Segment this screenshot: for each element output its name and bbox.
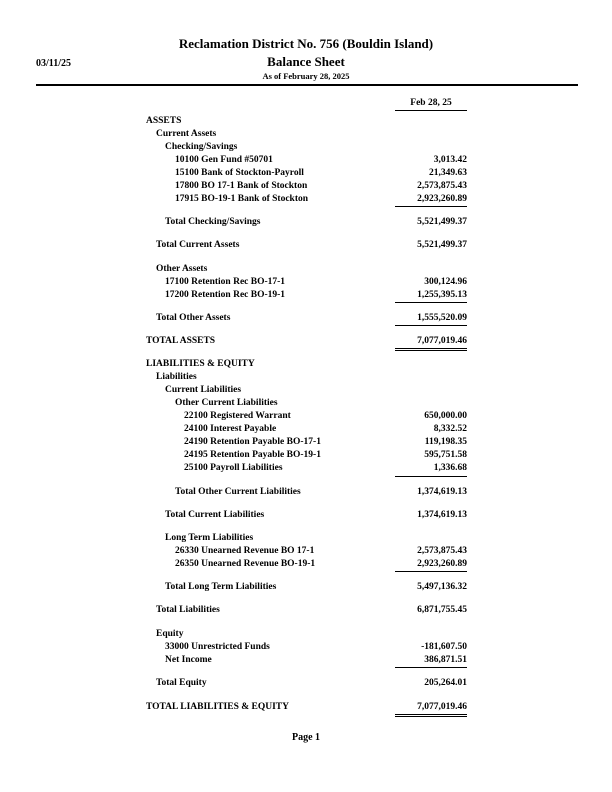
column-header: Feb 28, 25 <box>410 98 452 108</box>
line-item-row <box>0 605 612 618</box>
row-amount: 1,374,619.13 <box>417 510 467 520</box>
line-item-row <box>0 655 612 668</box>
row-amount: 3,013.42 <box>433 155 467 165</box>
section-heading-row <box>0 533 612 546</box>
as-of-date: As of February 28, 2025 <box>262 71 350 81</box>
report-org-title: Reclamation District No. 756 (Bouldin Island) <box>178 36 434 51</box>
page-number: Page 1 <box>291 732 321 743</box>
row-amount: 2,923,260.89 <box>417 559 467 569</box>
row-amount: 1,255,395.13 <box>417 290 467 300</box>
section-heading-row <box>0 398 612 411</box>
section-heading-row <box>0 372 612 385</box>
line-item-row <box>0 168 612 181</box>
row-label: Equity <box>156 629 184 639</box>
row-amount: 8,332.52 <box>433 424 467 434</box>
print-date: 03/11/25 <box>36 58 72 69</box>
row-amount: 595,751.58 <box>424 450 467 460</box>
line-item-row <box>0 240 612 253</box>
row-label: Total Other Current Liabilities <box>175 487 301 497</box>
subtotal-rule <box>395 206 467 207</box>
row-label: Total Long Term Liabilities <box>165 582 277 592</box>
subtotal-rule <box>395 325 467 326</box>
row-label: Other Current Liabilities <box>175 398 278 408</box>
line-item-row <box>0 313 612 326</box>
total-double-rule <box>395 350 467 351</box>
row-label: 17100 Retention Rec BO-17-1 <box>165 277 286 287</box>
line-item-row <box>0 487 612 500</box>
row-label: 33000 Unrestricted Funds <box>165 642 270 652</box>
row-label: Total Equity <box>156 678 207 688</box>
line-item-row <box>0 277 612 290</box>
subtotal-rule <box>395 476 467 477</box>
header-rule <box>36 84 578 86</box>
row-label: 22100 Registered Warrant <box>184 411 291 421</box>
line-item-row <box>0 336 612 349</box>
line-item-row <box>0 642 612 655</box>
line-item-row <box>0 194 612 207</box>
line-item-row <box>0 678 612 691</box>
subtotal-rule <box>395 667 467 668</box>
row-label: ASSETS <box>146 116 182 126</box>
line-item-row <box>0 463 612 476</box>
row-label: 17915 BO-19-1 Bank of Stockton <box>175 194 309 204</box>
line-item-row <box>0 510 612 523</box>
line-item-row <box>0 546 612 559</box>
row-amount: 2,923,260.89 <box>417 194 467 204</box>
total-double-rule <box>395 714 467 715</box>
row-label: 24190 Retention Payable BO-17-1 <box>184 437 321 447</box>
row-label: 17200 Retention Rec BO-19-1 <box>165 290 286 300</box>
row-label: 25100 Payroll Liabilities <box>184 463 283 473</box>
row-label: 24100 Interest Payable <box>184 424 277 434</box>
subtotal-rule <box>395 302 467 303</box>
section-heading-row <box>0 116 612 129</box>
line-item-row <box>0 437 612 450</box>
section-heading-row <box>0 359 612 372</box>
row-label: TOTAL LIABILITIES & EQUITY <box>146 702 289 712</box>
row-amount: 7,077,019.46 <box>417 702 467 712</box>
row-label: 17800 BO 17-1 Bank of Stockton <box>175 181 308 191</box>
total-double-rule <box>395 716 467 717</box>
row-label: Total Current Liabilities <box>165 510 265 520</box>
line-item-row <box>0 559 612 572</box>
row-amount: 1,374,619.13 <box>417 487 467 497</box>
row-amount: 5,521,499.37 <box>417 240 467 250</box>
line-item-row <box>0 181 612 194</box>
report-title: Balance Sheet <box>267 54 345 69</box>
row-amount: 386,871.51 <box>424 655 467 665</box>
row-amount: 1,555,520.09 <box>417 313 467 323</box>
line-item-row <box>0 424 612 437</box>
row-label: Total Checking/Savings <box>165 217 261 227</box>
row-label: 24195 Retention Payable BO-19-1 <box>184 450 321 460</box>
section-heading-row <box>0 264 612 277</box>
row-label: Long Term Liabilities <box>165 533 254 543</box>
row-amount: 2,573,875.43 <box>417 181 467 191</box>
section-heading-row <box>0 629 612 642</box>
row-amount: 5,521,499.37 <box>417 217 467 227</box>
row-amount: 21,349.63 <box>429 168 467 178</box>
row-label: LIABILITIES & EQUITY <box>146 359 255 369</box>
row-label: Total Other Assets <box>156 313 231 323</box>
row-label: Total Liabilities <box>156 605 220 615</box>
row-label: 26350 Unearned Revenue BO-19-1 <box>175 559 316 569</box>
row-amount: 2,573,875.43 <box>417 546 467 556</box>
row-amount: 650,000.00 <box>424 411 467 421</box>
line-item-row <box>0 217 612 230</box>
row-amount: 6,871,755.45 <box>417 605 467 615</box>
row-amount: 205,264.01 <box>424 678 467 688</box>
line-item-row <box>0 411 612 424</box>
line-item-row <box>0 582 612 595</box>
row-amount: 1,336.68 <box>433 463 467 473</box>
row-label: 15100 Bank of Stockton-Payroll <box>175 168 304 178</box>
section-heading-row <box>0 129 612 142</box>
line-item-row <box>0 450 612 463</box>
row-label: Liabilities <box>156 372 197 382</box>
section-heading-row <box>0 385 612 398</box>
line-item-row <box>0 702 612 715</box>
row-label: Current Liabilities <box>165 385 242 395</box>
row-amount: 119,198.35 <box>424 437 467 447</box>
row-label: Checking/Savings <box>165 142 238 152</box>
row-label: 10100 Gen Fund #50701 <box>175 155 273 165</box>
row-label: Net Income <box>165 655 212 665</box>
subtotal-rule <box>395 571 467 572</box>
line-item-row <box>0 290 612 303</box>
row-amount: 7,077,019.46 <box>417 336 467 346</box>
section-heading-row <box>0 142 612 155</box>
row-label: TOTAL ASSETS <box>146 336 216 346</box>
row-amount: -181,607.50 <box>421 642 467 652</box>
line-item-row <box>0 155 612 168</box>
row-label: 26330 Unearned Revenue BO 17-1 <box>175 546 315 556</box>
row-label: Other Assets <box>156 264 208 274</box>
column-header-rule <box>395 110 467 111</box>
row-label: Current Assets <box>156 129 217 139</box>
row-amount: 300,124.96 <box>424 277 467 287</box>
total-double-rule <box>395 348 467 349</box>
row-label: Total Current Assets <box>156 240 240 250</box>
row-amount: 5,497,136.32 <box>417 582 467 592</box>
